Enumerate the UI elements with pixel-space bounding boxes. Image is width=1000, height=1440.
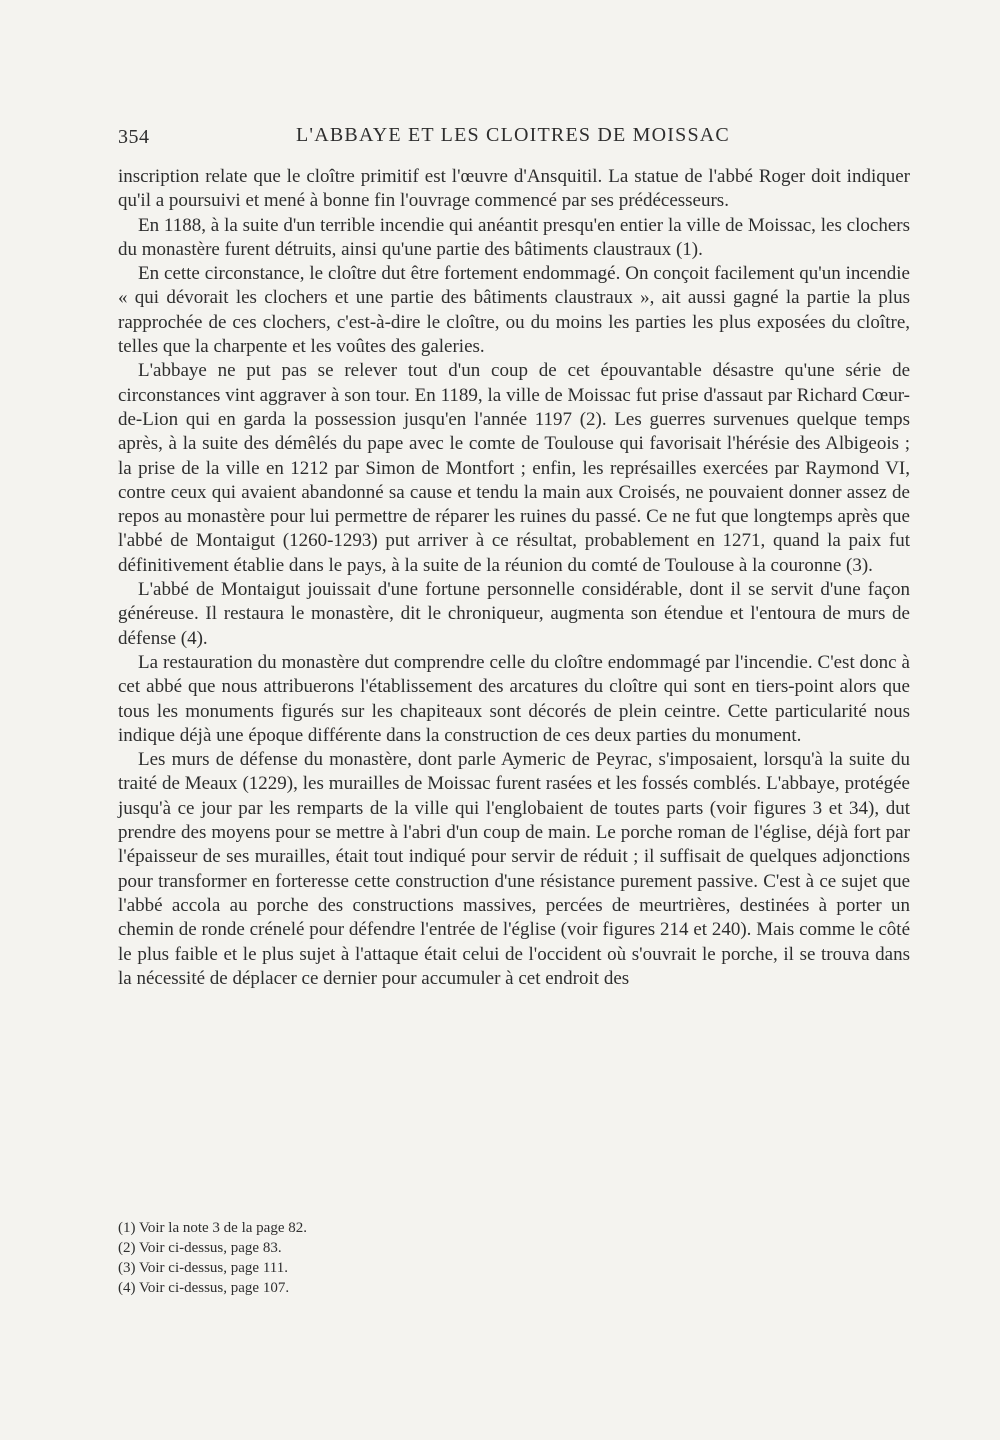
footnote-1: (1) Voir la note 3 de la page 82. [118, 1220, 307, 1236]
paragraph-abbey-recovery: L'abbaye ne put pas se relever tout d'un coup de cet épouvantable désastre qu'une série de circonstances vint aggraver à son tour. En 1189, la ville de Moissac fut prise d'assaut par Richard Cœur-de-Lion qui en garda la possession jusqu'en l'année 1197 (2). Les guerres survenues quelque temps après, à la suite des démêlés du pape avec le comte de Toulouse qui favorisait l'hérésie des Albigeois ; la prise de la ville en 1212 par Simon de Montfort ; enfin, les représailles exercées par Raymond VI, contre ceux qui avaient abandonné sa cause et tendu la main aux Croisés, ne pouvaient donner assez de repos au monastère pour lui permettre de réparer les ruines du passé. Ce ne fut que longtemps après que l'abbé de Montaigut (1260-1293) put arriver à ce résultat, probablement en 1271, quand la paix fut définitivement établie dans le pays, à la suite de la réunion du comté de Toulouse à la couronne (3). [118, 360, 910, 576]
paragraph-fire-1188: En 1188, à la suite d'un terrible incendie qui anéantit presqu'en entier la ville de Moissac, les clochers du monastère furent détruits, ainsi qu'une partie des bâtiments claustraux (1). [118, 214, 910, 260]
paragraph-defense-walls: Les murs de défense du monastère, dont parle Aymeric de Peyrac, s'imposaient, lorsqu'à la suite du traité de Meaux (1229), les murailles de Moissac furent rasées et les fossés comblés. L'abbaye, protégée jusqu'à ce jour par les remparts de la ville qui l'englobaient de toutes parts (voir figures 3 et 34), dut prendre des moyens pour se mettre à l'abri d'un coup de main. Le porche roman de l'église, déjà fort par l'épaisseur de ses murailles, était tout indiqué pour servir de réduit ; il suffisait de quelques adjonctions pour transformer en forteresse cette construction d'une résistance purement passive. C'est à ce sujet que l'abbé accola au porche des constructions massives, percées de meurtrières, destinées à porter un chemin de ronde crénelé pour défendre l'entrée de l'église (voir figures 214 et 240). Mais comme le côté le plus faible et le plus sujet à l'attaque était celui de l'occident où s'ouvrait le porche, il se trouva dans la nécessité de déplacer ce dernier pour accumuler à cet endroit des [118, 749, 910, 989]
footnote-3: (3) Voir ci-dessus, page 111. [118, 1260, 288, 1276]
footnotes [118, 1218, 618, 1298]
footnote-separator [600, 1204, 640, 1205]
running-title: L'ABBAYE ET LES CLOITRES DE MOISSAC [296, 124, 730, 146]
paragraph-abbe-montaigut: L'abbé de Montaigut jouissait d'une fortune personnelle considérable, dont il se servit d'une façon généreuse. Il restaura le monastère, dit le chroniqueur, augmenta son étendue et l'entoura de murs de défense (4). [118, 579, 910, 649]
paragraph-continuation: inscription relate que le cloître primitif est l'œuvre d'Ansquitil. La statue de l'abbé Roger doit indiquer qu'il a poursuivi et mené à bonne fin l'ouvrage commencé par ses prédécesseurs. [118, 166, 910, 212]
footnote-4: (4) Voir ci-dessus, page 107. [118, 1280, 290, 1296]
paragraph-cloister-damage: En cette circonstance, le cloître dut être fortement endommagé. On conçoit facilement qu'un incendie « qui dévorait les clochers et une partie des bâtiments claustraux », ait aussi gagné la partie la plus rapprochée de ces clochers, c'est-à-dire le cloître, ou du moins les parties les plus exposées du cloître, telles que la charpente et les voûtes des galeries. [118, 263, 910, 358]
page-number: 354 [118, 126, 150, 148]
page-header [118, 122, 908, 154]
paragraph-restoration: La restauration du monastère dut comprendre celle du cloître endommagé par l'incendie. C'est donc à cet abbé que nous attribuerons l'établissement des arcatures du cloître qui sont en tiers-point alors que tous les monuments figurés sur les chapiteaux sont décorés de plein ceintre. Cette particularité nous indique déjà une époque différente dans la construction de ces deux parties du monument. [118, 651, 910, 746]
body-text [118, 165, 910, 991]
footnote-2: (2) Voir ci-dessus, page 83. [118, 1240, 282, 1256]
